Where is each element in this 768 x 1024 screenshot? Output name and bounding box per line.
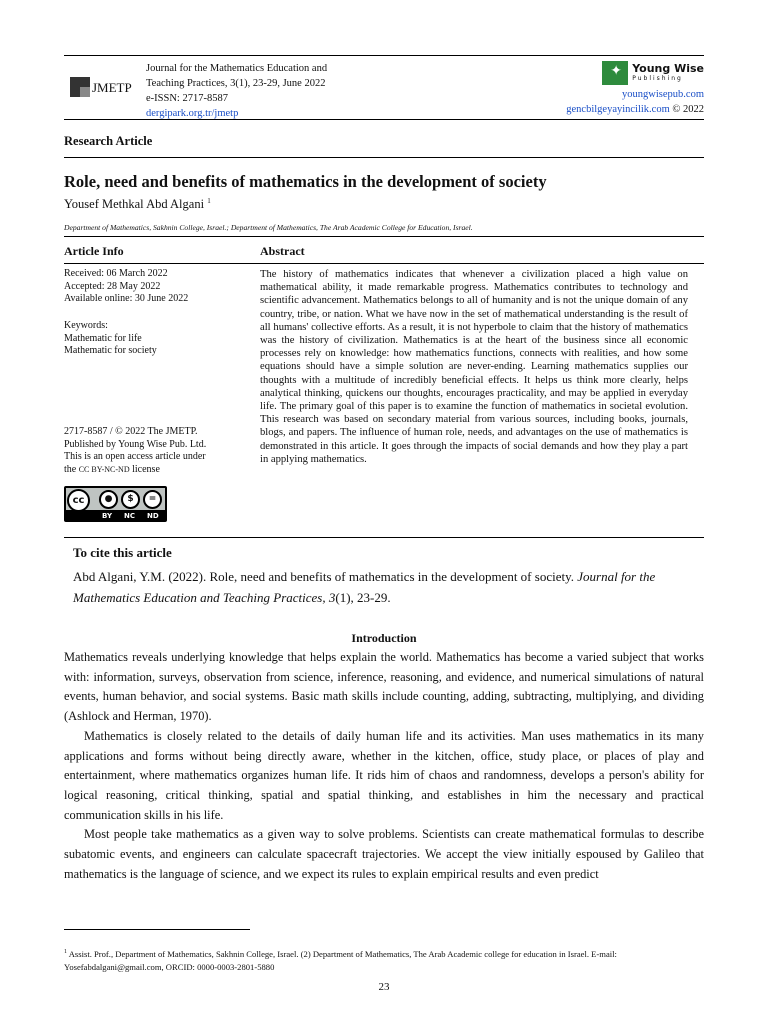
title-top-rule [64,157,704,158]
journal-url-link[interactable]: dergipark.org.tr/jmetp [146,108,239,119]
copyright-line-4-pre: the [64,463,77,475]
jmetp-logo-mark [70,77,90,97]
paragraph: Most people take mathematics as a given way to solve problems. Scientists can create mathematical formulas to describe subatomic events, and engineers can calculate spacecraft trajectories. We accept the view initially espoused by Galileo that mathematics is the language of science, and we expect its rules to explain empirical results and even predict [64,827,704,881]
introduction-heading: Introduction [351,631,417,645]
header-bottom-rule [64,119,704,120]
footnote-text: Assist. Prof., Department of Mathematics, Sakhnin College, Israel. (2) Department of Mathematics, The Arab Academic college for education in Israel. E-mail: Yosefabdalgani@gmail.com, ORCID: 0000-0003-2801-5880 [64,948,617,972]
article-info-heading: Article Info [64,244,124,258]
copyright-line-4-post: license [132,463,160,475]
author-footnote-marker: 1 [207,197,211,205]
cite-heading: To cite this article [73,545,172,560]
cc-license-badge[interactable] [64,486,167,522]
footnote [64,946,704,974]
no-derivatives-icon: = [143,490,162,509]
young-wise-tree-icon: ✦ [602,61,628,85]
footnote-marker: 1 [64,949,67,955]
journal-eissn: e-ISSN: 2717-8587 [146,93,228,104]
cc-badge-top [66,488,165,510]
journal-line-2: Teaching Practices, 3(1), 23-29, June 2022 [146,78,326,89]
license-link[interactable]: CC BY-NC-ND [78,464,130,474]
publisher-url-link[interactable]: youngwisepub.com [622,89,704,100]
keyword-item: Mathematic for society [64,345,157,356]
affiliation: Department of Mathematics, Sakhnin College, Israel.; Department of Mathematics, The Arab Academic College for Education, Israel. [64,223,473,232]
journal-info [146,61,406,121]
keywords-block [64,320,244,358]
copyright-line-1: 2717-8587 / © 2022 The JMETP. [64,426,198,437]
keyword-item: Mathematic for life [64,332,142,344]
citation-issue: (1), 23-29. [335,590,391,605]
journal-line-1: Journal for the Mathematics Education and [146,63,328,74]
no-commercial-icon: $ [121,490,140,509]
person-icon: ● [99,490,118,509]
publisher-sub: Publishing [632,75,683,82]
jmetp-logo-text: JMETP [92,80,132,95]
paragraph: Mathematics reveals underlying knowledge that helps explain the world. Mathematics has become a varied subject that works with: information, surveys, observation from science, inference, reasoning, and evidence, and numerical simulations of natural events, human behavior, and social systems. Basic math skills include counting, adding, subtracting, multiplying, and dividing (Ashlock and Herman, 1970). [64,650,704,724]
cc-badge-labels [64,511,167,522]
publisher-url2-link[interactable]: gencbilgeyayincilik.com [566,104,670,115]
citation-text [73,566,703,608]
introduction-body [64,648,704,884]
copyright-line-3: This is an open access article under [64,451,206,462]
page-number: 23 [378,981,390,993]
abstract-heading: Abstract [260,244,305,258]
publisher-name: Young Wise [632,62,704,75]
info-top-rule [64,236,704,237]
author-line [64,197,211,212]
publisher-info [566,61,704,117]
paragraph: Mathematics is closely related to the details of daily human life and its activities. Man uses mathematics in its many applications and forms without being directly aware, whether in the kitchen, office, study place, or places of play and entertainment, where mathematics organizes human life. It rids him of chaos and randomness, develops a person's ability for logical reasoning, critical thinking, spatial and spatial thinking, and establishes in him the necessary and practical communication skills in his life. [64,728,704,822]
citation-journal: Journal for the Mathematics Education and Teaching Practices, 3 [73,569,656,605]
keywords-label: Keywords: [64,320,108,331]
copyright-line-2: Published by Young Wise Pub. Ltd. [64,438,207,450]
accepted-date: Accepted: 28 May 2022 [64,280,161,292]
jmetp-logo [70,77,132,99]
article-type: Research Article [64,134,153,148]
publisher-logo [566,61,704,85]
info-heading-rule [64,263,704,264]
abstract-text: The history of mathematics indicates that whenever a civilization placed a high value on mathematical ability, it made remarkable progress. Mathematics contributes to technology and scientific advancement. Mathematics belongs to all of humanity and is not the unique domain of any country, tribe, or nation. What we have now in the set of mathematical understanding is the result of all humans' collective efforts. As a result, it is not hyperbole to claim that the history of mathematics was the history of civilization. Mathematics is at the heart of the business since all economic processes rely on knowledge: how mathematics functions, connects with realities, and how some equations should have a simple solution are never-ending. Learning mathematics supplies our thoughts with a multitude of incredibly beneficial effects. It helps us think more clearly, helps analytical thinking, quickens our thoughts, encourages practicality, and may be applied in everyday life. The primary goal of this paper is to examine the function of mathematics in societal evolution. This research was based on secondary material from various sources, including books, journals, blogs, and papers. The influence of human role, needs, and advantages on the use of mathematics is demonstrated in this article. It goes through the impacts of social demands and how they play a part in applying mathematics. [260,269,688,465]
cc-nd-label: ND [147,512,159,520]
publisher-year: © 2022 [672,104,704,115]
citation-main: Abd Algani, Y.M. (2022). Role, need and benefits of mathematics in the development of society. [73,569,574,584]
received-date: Received: 06 March 2022 [64,268,168,279]
top-rule [64,55,704,56]
info-bottom-rule [64,537,704,538]
article-dates [64,268,244,306]
cc-nc-label: NC [124,512,135,520]
cc-icon: cc [67,489,90,512]
copyright-block [64,426,244,476]
footnote-rule [64,929,250,930]
available-date: Available online: 30 June 2022 [64,293,189,304]
cc-by-label: BY [102,512,113,520]
author-name: Yousef Methkal Abd Algani [64,197,205,212]
article-title: Role, need and benefits of mathematics in the development of society [64,172,547,191]
